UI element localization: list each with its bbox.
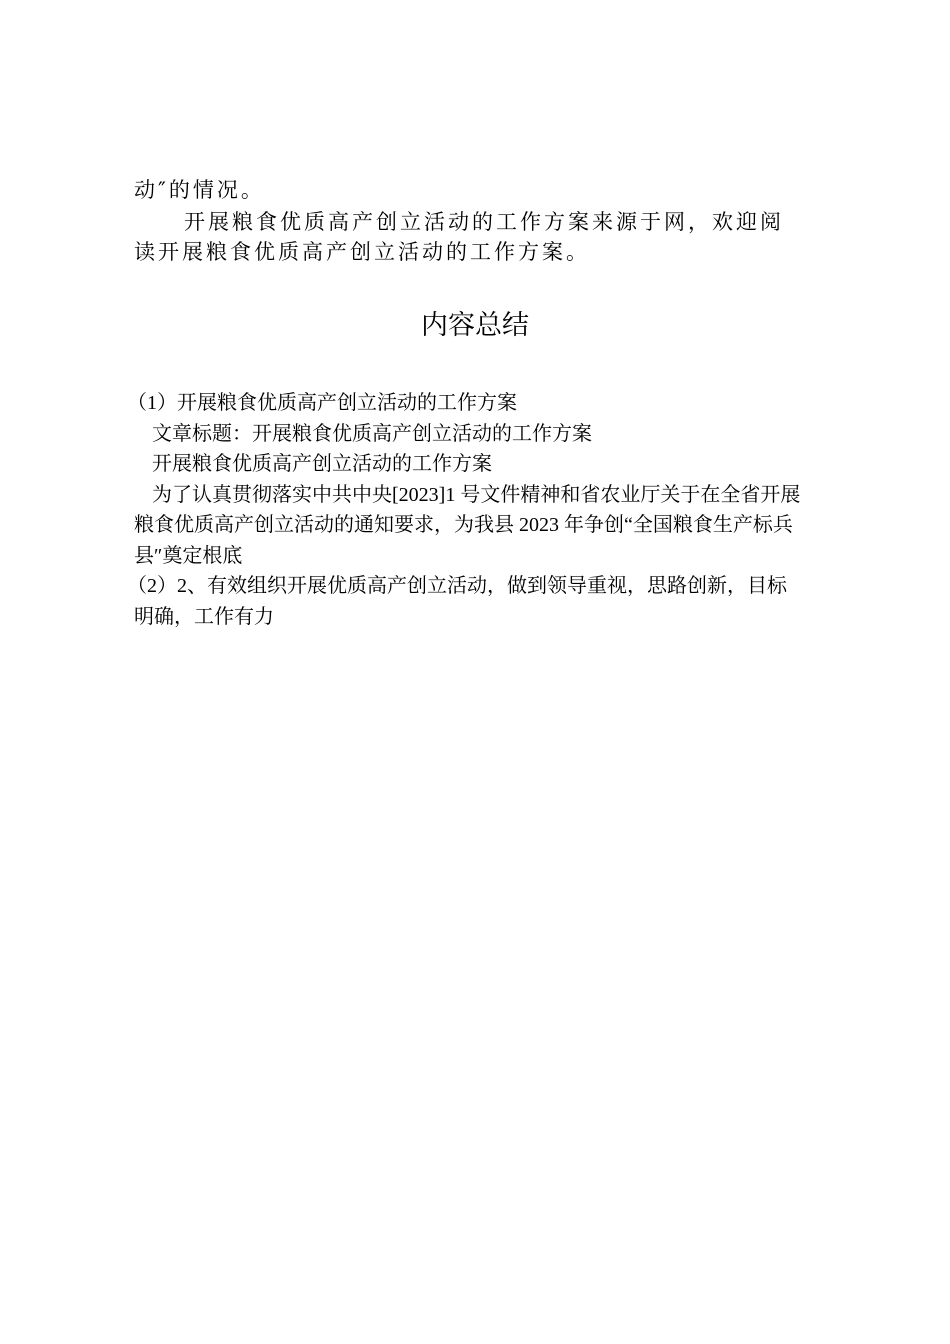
summary-item-title: （1）开展粮食优质高产创立活动的工作方案 bbox=[127, 392, 517, 414]
summary-item-title: （2）2、有效组织开展优质高产创立活动，做到领导重视，思路创新，目标 bbox=[127, 575, 787, 597]
body-text-line: 读开展粮食优质高产创立活动的工作方案。 bbox=[134, 240, 590, 264]
body-text-line: 动″的情况。 bbox=[134, 178, 265, 202]
summary-line: 明确，工作有力 bbox=[134, 606, 274, 628]
summary-line: 粮食优质高产创立活动的通知要求，为我县 2023 年争创“全国粮食生产标兵 bbox=[134, 514, 793, 536]
body-text-line: 开展粮食优质高产创立活动的工作方案来源于网，欢迎阅 bbox=[184, 210, 784, 234]
summary-line: 为了认真贯彻落实中共中央[2023]1 号文件精神和省农业厅关于在全省开展 bbox=[152, 484, 801, 506]
summary-line: 文章标题：开展粮食优质高产创立活动的工作方案 bbox=[152, 423, 592, 445]
summary-heading: 内容总结 bbox=[421, 310, 529, 341]
summary-line: 开展粮食优质高产创立活动的工作方案 bbox=[152, 453, 492, 475]
summary-line: 县″奠定根底 bbox=[134, 545, 243, 567]
